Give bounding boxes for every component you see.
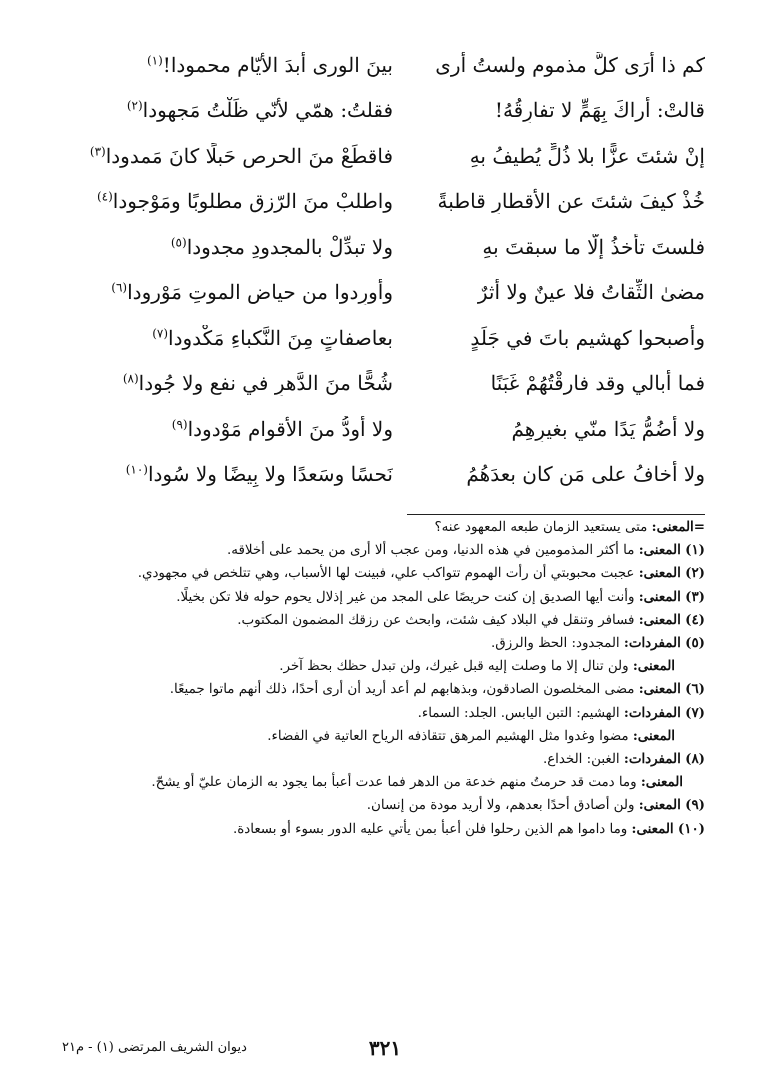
footnote-number: (٦) <box>685 681 705 698</box>
verse-line <box>57 361 705 407</box>
footnote-label: المعنى: <box>640 774 683 791</box>
verse-second-hemistich <box>57 188 393 214</box>
verse-second-text: فاقطَعْ منَ الحرصِ حَبلًا كانَ مَمدودا <box>105 143 393 168</box>
footnote-number: (٨) <box>685 751 705 768</box>
verse-line <box>57 133 705 179</box>
footnote-label: المعنى: <box>632 727 675 744</box>
footnote-text: ولن تنال إلا ما وصلت إليه قبل غيرك، ولن تبدل حظك بحظ آخر. <box>279 659 629 675</box>
footnote-entry <box>57 748 705 771</box>
verse-second-hemistich <box>57 370 393 396</box>
footnote-separator <box>407 514 705 515</box>
footnote-text: الهشيم: التبن اليابس. الجلد: السماء. <box>417 705 620 721</box>
verse-second-hemistich <box>57 461 393 487</box>
footnote-label: المفردات: <box>623 635 681 652</box>
footnote-text: الغبن: الخداع. <box>542 752 620 768</box>
footnote-label: المعنى: <box>638 565 681 582</box>
footnote-reference: (٥) <box>170 235 187 250</box>
footnote-reference: (٤) <box>96 189 113 204</box>
page-number: ٣٢١ <box>368 1036 402 1060</box>
verse-second-text: بعاصفاتٍ مِنَ النَّكباءِ مَكْدودا <box>168 325 393 350</box>
footnote-number: (٧) <box>685 704 705 721</box>
footnote-entry <box>57 818 705 841</box>
footnote-label: المعنى: <box>632 658 675 675</box>
footnote-label: المعنى: <box>638 611 681 628</box>
verse-first-hemistich: خُذْ كيفَ شئتَ عنِ الأقطارِ قاطبةً <box>437 189 705 214</box>
footnote-text: المجدود: الحظ والرزق. <box>491 636 620 652</box>
footnote-number: (١٠) <box>677 820 705 837</box>
footnote-number: (١) <box>685 542 705 559</box>
verse-first-hemistich: فلستَ تأخذُ إلّا ما سبقتَ بهِ <box>482 234 705 259</box>
footnote-text: ولن أصادق أحدًا بعدهم، ولا أريد مودة من إنسان. <box>366 798 635 814</box>
verse-second-text: نَحسًا وسَعدًا ولا بِيضًا ولا سُودا <box>147 462 393 487</box>
verse-first-hemistich: مضىٰ الثِّقاتُ فلا عينٌ ولا أثرٌ <box>477 280 705 305</box>
footnote-text: متى يستعيد الزمان طبعه المعهود عنه؟ <box>434 520 648 535</box>
verse-first-hemistich: ولا أضُمُّ يَدًا منّي بغيرِهِمُ <box>511 416 705 441</box>
verse-line <box>57 179 705 225</box>
footnote-entry <box>57 586 705 609</box>
footnote-reference: (٧) <box>152 326 169 341</box>
footnote-text: وأنت أيها الصديق إن كنت حريصًا على المجد من غير إذلال يحوم حوله فلا تكن بخيلًا. <box>176 589 635 605</box>
footnote-label: المعنى: <box>638 797 681 814</box>
footnote-entry <box>57 678 705 701</box>
footnote-entry <box>57 725 705 748</box>
footnote-text: مضوا وغدوا مثل الهشيم المرهق تتقاذفه الرياح العاتية في الفضاء. <box>267 728 629 744</box>
footnote-reference: (٩) <box>171 417 188 432</box>
footnote-entry <box>57 702 705 725</box>
verse-second-text: فقلتُ: همّي لأنّي ظَلْتُ مَجهودا <box>142 98 393 123</box>
verse-first-hemistich: وأصبحوا كهشيمٍ باتَ في جَلَدٍ <box>470 325 705 350</box>
verse-second-hemistich <box>57 279 393 305</box>
verse-line <box>57 88 705 134</box>
verse-first-hemistich: إنْ شئتَ عزًّا بلا ذُلٍّ يُطيفُ بهِ <box>469 143 705 168</box>
footnote-reference: (٦) <box>111 280 128 295</box>
footnote-entry <box>57 794 705 817</box>
footnote-reference: (١) <box>146 53 163 68</box>
footnote-number: (٣) <box>685 588 705 605</box>
footnote-label: المفردات: <box>623 751 681 768</box>
verse-second-text: بينَ الورى أبدَ الأيّامِ محمودا! <box>162 52 393 77</box>
footnote-label: المفردات: <box>623 704 681 721</box>
footnote-reference: (٣) <box>89 144 106 159</box>
verse-second-hemistich <box>57 325 393 351</box>
verse-second-hemistich <box>57 234 393 260</box>
footnote-entry <box>57 771 705 794</box>
verse-second-text: وأُورِدوا من حياضِ الموتِ مَوْرودا <box>127 280 393 305</box>
verse-second-text: واطلبْ منَ الرّزقِ مطلوبًا ومَوْجودا <box>112 189 393 214</box>
verse-second-text: ولا أودُّ منَ الأقوامِ مَوْدودا <box>187 416 393 441</box>
footnote-entry <box>57 562 705 585</box>
verse-line <box>57 406 705 452</box>
footnote-entry <box>57 609 705 632</box>
footnote-text: ما أكثر المذمومين في هذه الدنيا، ومن عجب ألا أرى من يحمد على أخلاقه. <box>227 543 635 559</box>
verse-second-hemistich <box>57 143 393 169</box>
footnote-entry <box>57 632 705 655</box>
verse-first-hemistich: فما أُبالي وقد فارقْتُهُمْ غَبَنًا <box>490 371 705 396</box>
footnote-reference: (١٠) <box>125 462 148 477</box>
book-title-footer: ديوان الشريف المرتضى (١) - م٢١ <box>62 1040 247 1055</box>
footnote-number: (٢) <box>685 565 705 582</box>
verse-first-hemistich: كم ذا أرَى كلَّ مذمومٍ ولستُ أرى <box>435 52 705 77</box>
verse-line <box>57 315 705 361</box>
footnote-label: المعنى: <box>638 681 681 698</box>
footnote-text: فسافر وتنقل في البلاد كيف شئت، وابحث عن رزقك المضمون المكتوب. <box>237 612 635 628</box>
footnote-reference: (٨) <box>122 371 139 386</box>
verse-line <box>57 270 705 316</box>
footnote-entry <box>57 516 705 539</box>
footnote-text: وما داموا هم الذين رحلوا فلن أعبأ بمن يأتي عليه الدور بسوء أو بسعادة. <box>233 821 628 837</box>
verse-line <box>57 452 705 498</box>
footnote-label: المعنى: <box>638 588 681 605</box>
footnotes <box>57 516 705 841</box>
verse-second-hemistich <box>57 52 393 78</box>
verse-second-text: شُحًّا منَ الدَّهرِ في نفعٍ ولا جُودا <box>138 371 393 396</box>
footnote-reference: (٢) <box>126 98 143 113</box>
verse-line <box>57 42 705 88</box>
footnote-entry <box>57 655 705 678</box>
footnote-number: (٥) <box>685 635 705 652</box>
footnote-text: وما دمت قد حرمتُ منهم خدعة من الدهر فما عدت أعبأ بما يجود به الزمان عليّ أو يشحّ. <box>151 775 637 791</box>
footnote-label: =المعنى: <box>651 519 705 535</box>
verse-line <box>57 224 705 270</box>
footnote-entry <box>57 539 705 562</box>
footnote-label: المعنى: <box>631 820 674 837</box>
footnote-number: (٩) <box>685 797 705 814</box>
footnote-text: عجبت محبوبتي أن رأت الهموم تتواكب علي، فبينت لها الأسباب، وهي تتلخص في مجهودي. <box>137 566 635 582</box>
verse-second-text: ولا تبدِّلْ بالمجدودِ مجدودا <box>186 234 393 259</box>
footnote-text: مضى المخلصون الصادقون، وبذهابهم لم أعد أريد أن أرى أحدًا، ذلك أنهم ماتوا جميعًا. <box>169 682 635 698</box>
verse-first-hemistich: ولا أخافُ على مَن كان بعدَهُمُ <box>466 462 705 487</box>
poem-verses <box>57 42 705 497</box>
verse-second-hemistich <box>57 97 393 123</box>
verse-first-hemistich: قالتْ: أراكَ بِهَمٍّ لا تفارِقُهُ! <box>494 98 705 123</box>
footnote-label: المعنى: <box>638 542 681 559</box>
verse-second-hemistich <box>57 416 393 442</box>
footnote-number: (٤) <box>685 611 705 628</box>
